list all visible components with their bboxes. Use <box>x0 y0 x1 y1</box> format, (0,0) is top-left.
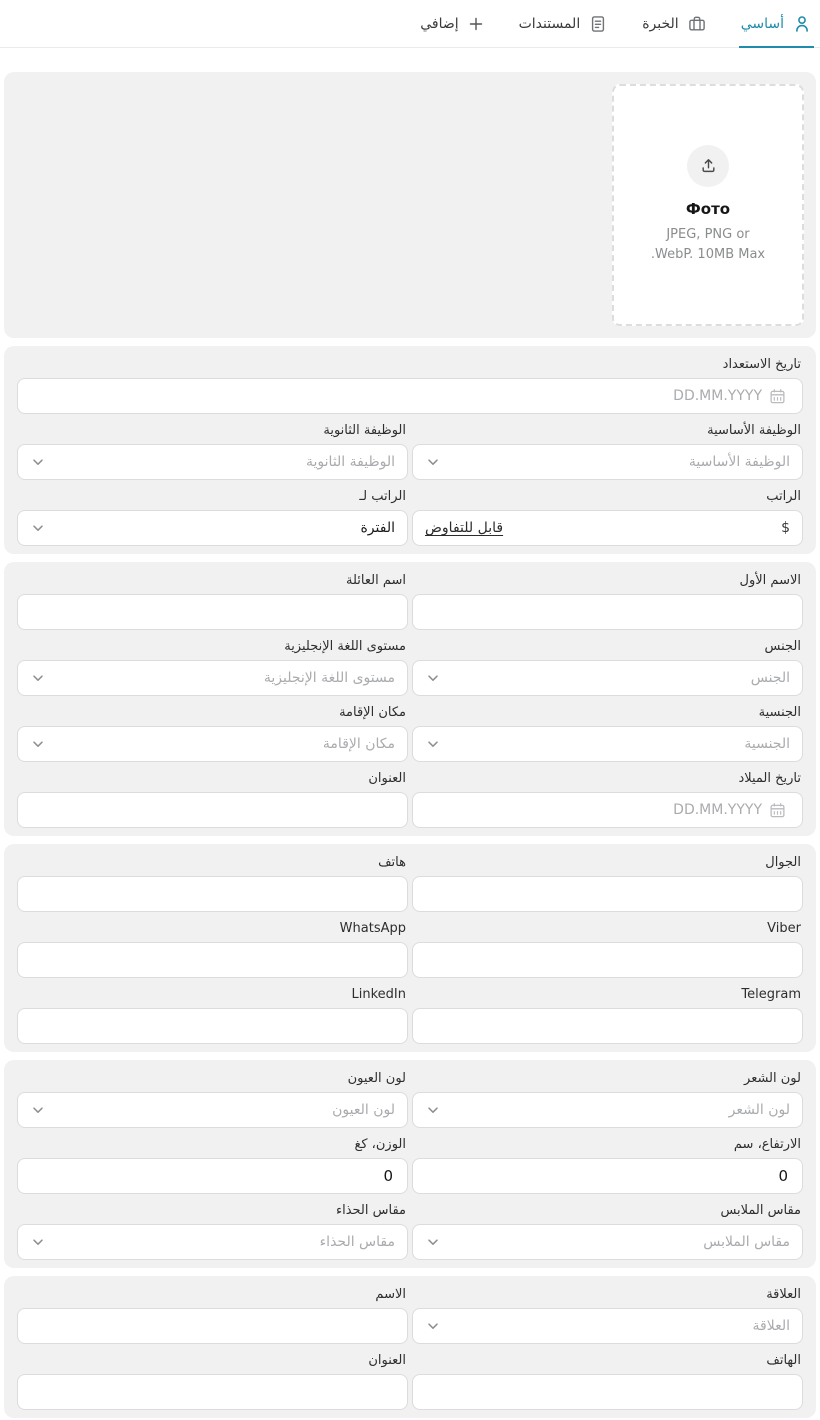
contact-name-label: الاسم <box>375 1287 406 1302</box>
salary-period-value: الفترة <box>360 520 395 536</box>
chevron-down-icon <box>30 736 46 752</box>
appearance-section <box>4 1060 816 1268</box>
height-label: الارتفاع، سم <box>733 1137 801 1152</box>
clothing-size-select[interactable] <box>412 1224 803 1260</box>
chevron-down-icon <box>30 1234 46 1250</box>
telegram-input[interactable] <box>412 1008 803 1044</box>
secondary-job-label: الوظيفة الثانوية <box>323 423 406 438</box>
photo-hint: JPEG, PNG or WebP. 10MB Max. <box>650 226 766 262</box>
gender-label: الجنس <box>764 639 801 654</box>
hair-color-placeholder: لون الشعر <box>728 1102 790 1118</box>
residence-label: مكان الإقامة <box>339 705 406 720</box>
tab-additional[interactable] <box>418 0 486 47</box>
residence-placeholder: مكان الإقامة <box>322 736 395 752</box>
shoe-size-select[interactable] <box>17 1224 408 1260</box>
chevron-down-icon <box>425 1102 441 1118</box>
phone-input[interactable] <box>17 876 408 912</box>
profile-form <box>0 48 820 1418</box>
gender-select[interactable] <box>412 660 803 696</box>
nationality-placeholder: الجنسية <box>744 736 790 752</box>
secondary-job-placeholder: الوظيفة الثانوية <box>306 454 395 470</box>
contact-address-label: العنوان <box>368 1353 406 1368</box>
relation-section <box>4 1276 816 1418</box>
tab-basic-label: أساسي <box>740 15 784 32</box>
chevron-down-icon <box>425 736 441 752</box>
primary-job-placeholder: الوظيفة الأساسية <box>688 454 790 470</box>
currency-symbol: $ <box>781 520 790 536</box>
readiness-date-input[interactable] <box>17 378 803 414</box>
personal-section <box>4 562 816 836</box>
tab-additional-label: إضافي <box>420 15 459 32</box>
primary-job-label: الوظيفة الأساسية <box>707 423 801 438</box>
relation-select[interactable] <box>412 1308 803 1344</box>
photo-title: Фото <box>685 199 731 218</box>
weight-label: الوزن، كغ <box>354 1137 406 1152</box>
person-icon <box>792 14 812 34</box>
hair-color-label: لون الشعر <box>744 1071 801 1086</box>
english-level-select[interactable] <box>17 660 408 696</box>
primary-job-select[interactable] <box>412 444 803 480</box>
chevron-down-icon <box>30 1102 46 1118</box>
chevron-down-icon <box>30 520 46 536</box>
photo-section <box>4 72 816 338</box>
whatsapp-input[interactable] <box>17 942 408 978</box>
birth-date-placeholder: DD.MM.YYYY <box>673 802 762 818</box>
contact-phone-label: الهاتف <box>766 1353 801 1368</box>
shoe-size-placeholder: مقاس الحذاء <box>319 1234 395 1250</box>
negotiable-link[interactable]: قابل للتفاوض <box>425 520 504 536</box>
readiness-date-placeholder: DD.MM.YYYY <box>673 388 762 404</box>
eye-color-select[interactable] <box>17 1092 408 1128</box>
document-icon <box>588 14 608 34</box>
weight-input[interactable] <box>17 1158 408 1194</box>
last-name-label: اسم العائلة <box>346 573 406 588</box>
mobile-input[interactable] <box>412 876 803 912</box>
readiness-date-label: تاريخ الاستعداد <box>722 357 801 372</box>
gender-placeholder: الجنس <box>750 670 790 686</box>
nationality-select[interactable] <box>412 726 803 762</box>
calendar-icon <box>769 802 786 819</box>
nationality-label: الجنسية <box>758 705 801 720</box>
eye-color-placeholder: لون العيون <box>332 1102 395 1118</box>
tab-documents-label: المستندات <box>518 15 581 32</box>
salary-input[interactable] <box>412 510 803 546</box>
relation-label: العلاقة <box>766 1287 801 1302</box>
relation-placeholder: العلاقة <box>752 1318 790 1334</box>
clothing-size-label: مقاس الملابس <box>720 1203 801 1218</box>
mobile-label: الجوال <box>765 855 801 870</box>
viber-label: Viber <box>767 921 801 936</box>
last-name-input[interactable] <box>17 594 408 630</box>
job-section <box>4 346 816 554</box>
chevron-down-icon <box>30 454 46 470</box>
english-level-label: مستوى اللغة الإنجليزية <box>284 639 406 654</box>
calendar-icon <box>769 388 786 405</box>
upload-icon <box>687 145 729 187</box>
address-label: العنوان <box>368 771 406 786</box>
tab-documents[interactable] <box>517 0 611 47</box>
tab-basic[interactable] <box>739 0 814 47</box>
eye-color-label: لون العيون <box>347 1071 406 1086</box>
linkedin-input[interactable] <box>17 1008 408 1044</box>
whatsapp-label: WhatsApp <box>339 921 406 936</box>
clothing-size-placeholder: مقاس الملابس <box>703 1234 790 1250</box>
chevron-down-icon <box>425 1318 441 1334</box>
residence-select[interactable] <box>17 726 408 762</box>
salary-label: الراتب <box>766 489 801 504</box>
chevron-down-icon <box>425 1234 441 1250</box>
english-level-placeholder: مستوى اللغة الإنجليزية <box>263 670 395 686</box>
shoe-size-label: مقاس الحذاء <box>335 1203 406 1218</box>
contacts-section <box>4 844 816 1052</box>
tab-experience-label: الخبرة <box>642 15 679 32</box>
first-name-input[interactable] <box>412 594 803 630</box>
chevron-down-icon <box>30 670 46 686</box>
first-name-label: الاسم الأول <box>739 573 801 588</box>
contact-address-input[interactable] <box>17 1374 408 1410</box>
salary-period-label: الراتب لـ <box>359 489 406 504</box>
address-input[interactable] <box>17 792 408 828</box>
phone-label: هاتف <box>378 855 406 870</box>
tab-experience[interactable] <box>640 0 708 47</box>
chevron-down-icon <box>425 670 441 686</box>
linkedin-label: LinkedIn <box>351 987 406 1002</box>
telegram-label: Telegram <box>741 987 801 1002</box>
hair-color-select[interactable] <box>412 1092 803 1128</box>
photo-upload-card[interactable] <box>612 84 804 326</box>
tab-bar <box>0 0 820 48</box>
secondary-job-select[interactable] <box>17 444 408 480</box>
chevron-down-icon <box>425 454 441 470</box>
height-input[interactable] <box>412 1158 803 1194</box>
plus-icon <box>467 15 485 33</box>
contact-phone-input[interactable] <box>412 1374 803 1410</box>
salary-period-select[interactable] <box>17 510 408 546</box>
viber-input[interactable] <box>412 942 803 978</box>
briefcase-icon <box>687 14 707 34</box>
birth-date-input[interactable] <box>412 792 803 828</box>
contact-name-input[interactable] <box>17 1308 408 1344</box>
birth-date-label: تاريخ الميلاد <box>738 771 801 786</box>
